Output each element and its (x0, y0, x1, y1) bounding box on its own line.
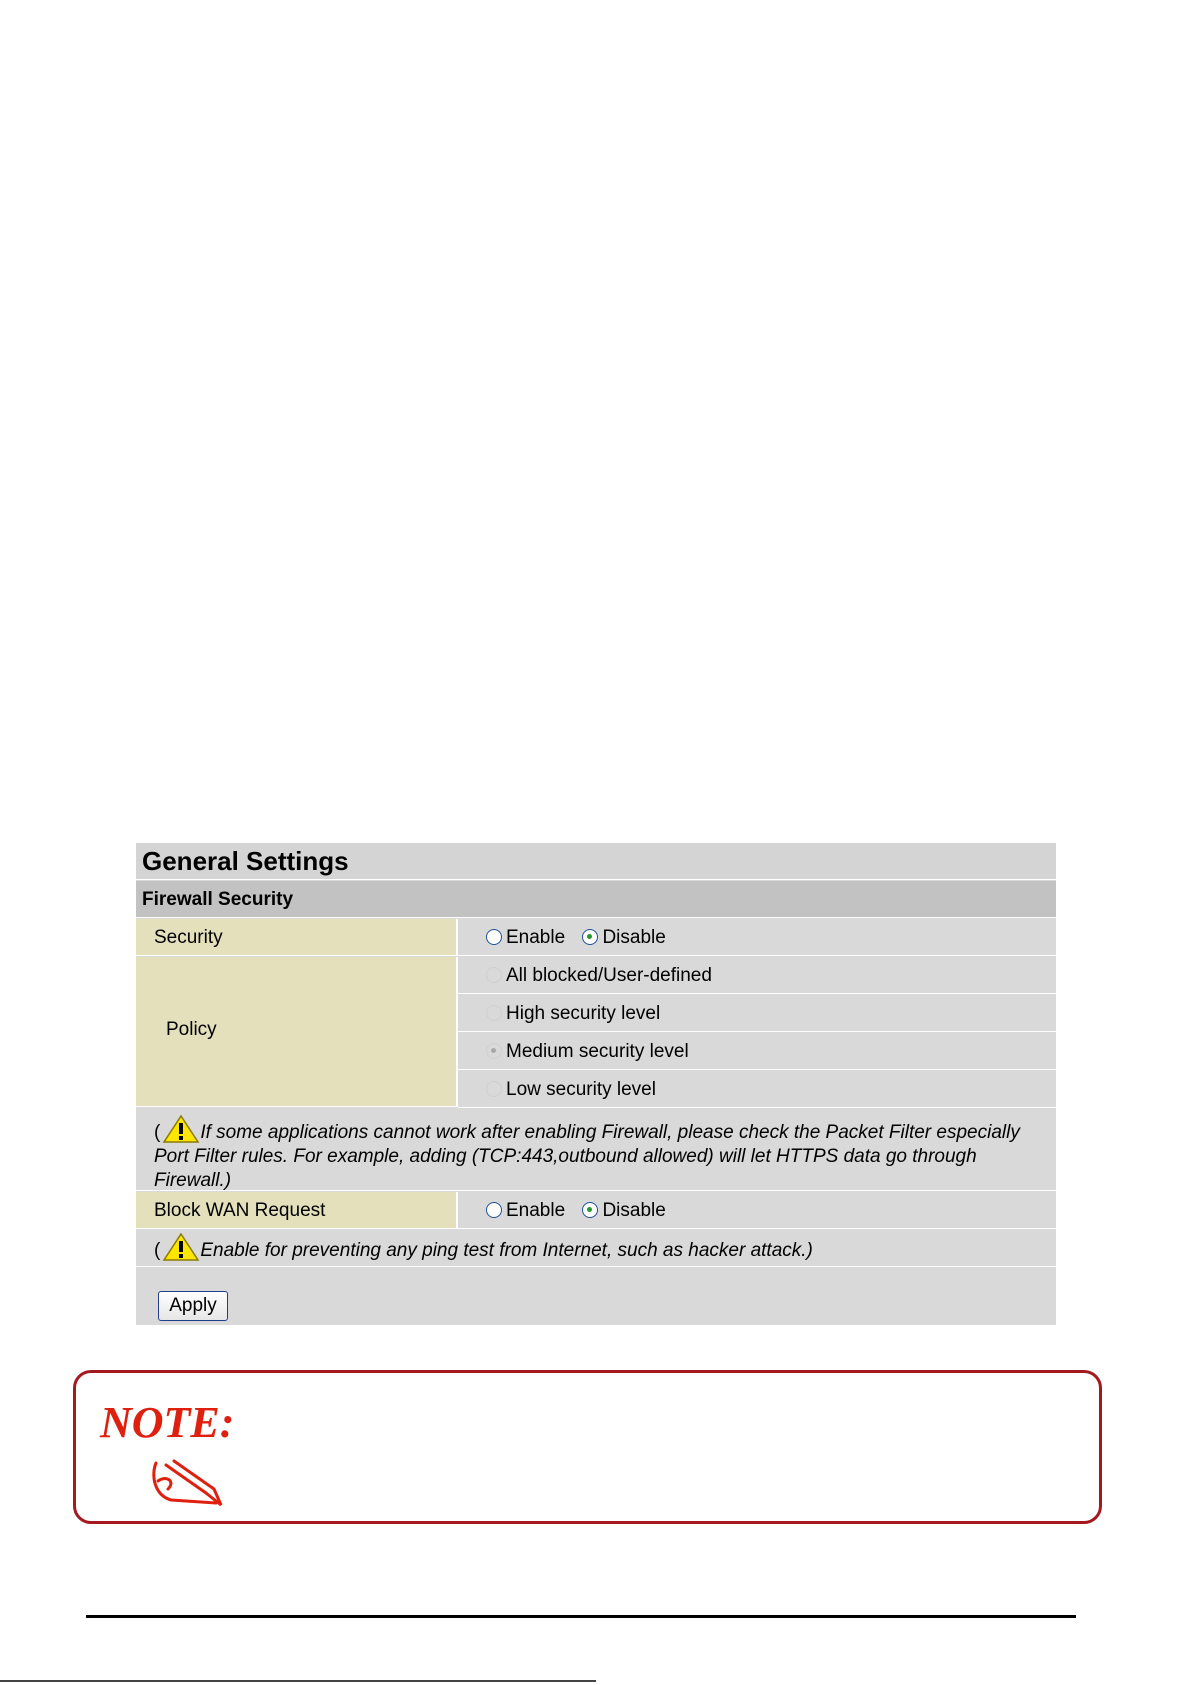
policy-option-all-blocked[interactable] (486, 965, 712, 987)
block-wan-label-cell (136, 1192, 458, 1229)
security-label-cell (136, 919, 458, 956)
policy-label: Policy (166, 1019, 217, 1040)
policy-all-blocked-label: All blocked/User-defined (506, 965, 712, 986)
policy-option-row (458, 1033, 1056, 1070)
policy-option-high[interactable] (486, 1003, 660, 1025)
block-wan-enable-option[interactable] (486, 1200, 565, 1222)
wan-note-row (136, 1230, 1056, 1267)
security-disable-option[interactable] (582, 927, 665, 949)
policy-option-row (458, 1071, 1056, 1108)
policy-medium-radio[interactable] (486, 1043, 502, 1059)
security-radio-group (486, 927, 678, 949)
block-wan-radio-group (486, 1200, 678, 1222)
pencil-hand-icon (154, 1461, 221, 1505)
security-value-cell (458, 919, 1056, 956)
policy-option-medium[interactable] (486, 1041, 689, 1063)
block-wan-disable-radio[interactable] (582, 1202, 598, 1218)
policy-all-blocked-radio[interactable] (486, 967, 502, 983)
block-wan-enable-radio[interactable] (486, 1202, 502, 1218)
security-disable-radio[interactable] (582, 929, 598, 945)
apply-row (136, 1268, 1056, 1325)
security-disable-label: Disable (602, 927, 666, 948)
block-wan-enable-label: Enable (506, 1200, 566, 1221)
policy-low-label: Low security level (506, 1079, 656, 1100)
firewall-note (154, 1114, 1034, 1193)
wan-note-text: Enable for preventing any ping test from Internet, such as hacker attack.) (200, 1240, 813, 1261)
apply-button[interactable]: Apply (158, 1291, 228, 1321)
block-wan-disable-label: Disable (602, 1200, 666, 1221)
note-box (73, 1370, 1102, 1524)
block-wan-label: Block WAN Request (154, 1200, 326, 1221)
section-title: Firewall Security (142, 889, 294, 910)
note-logo (96, 1385, 246, 1515)
policy-low-radio[interactable] (486, 1081, 502, 1097)
policy-option-row (458, 995, 1056, 1032)
security-enable-radio[interactable] (486, 929, 502, 945)
firewall-note-paren: ( (154, 1122, 161, 1143)
firewall-note-row (136, 1109, 1056, 1191)
section-header (136, 881, 1056, 918)
warning-icon (162, 1114, 200, 1144)
wan-note (154, 1232, 813, 1262)
note-logo-text: NOTE: (100, 1398, 235, 1447)
footer-divider (86, 1615, 1076, 1618)
policy-high-radio[interactable] (486, 1005, 502, 1021)
page-title: General Settings (142, 846, 349, 876)
block-wan-value-cell (458, 1192, 1056, 1229)
security-label: Security (154, 927, 223, 948)
policy-label-cell (136, 957, 458, 1107)
policy-high-label: High security level (506, 1003, 661, 1024)
security-enable-option[interactable] (486, 927, 565, 949)
firewall-note-text: If some applications cannot work after enabling Firewall, please check the Packet Filter especially Port Filter rules. For example, adding (TCP:443,outbound allowed) will let HTTPS data go through Firewall.) (154, 1122, 1020, 1191)
block-wan-disable-option[interactable] (582, 1200, 665, 1222)
policy-option-row (458, 957, 1056, 994)
policy-option-low[interactable] (486, 1079, 656, 1101)
warning-icon (162, 1232, 200, 1262)
wan-note-paren: ( (154, 1240, 161, 1261)
bottom-divider (0, 1680, 596, 1682)
title-bar (136, 843, 1056, 880)
security-enable-label: Enable (506, 927, 566, 948)
policy-medium-label: Medium security level (506, 1041, 689, 1062)
general-settings-panel (136, 843, 1056, 1325)
